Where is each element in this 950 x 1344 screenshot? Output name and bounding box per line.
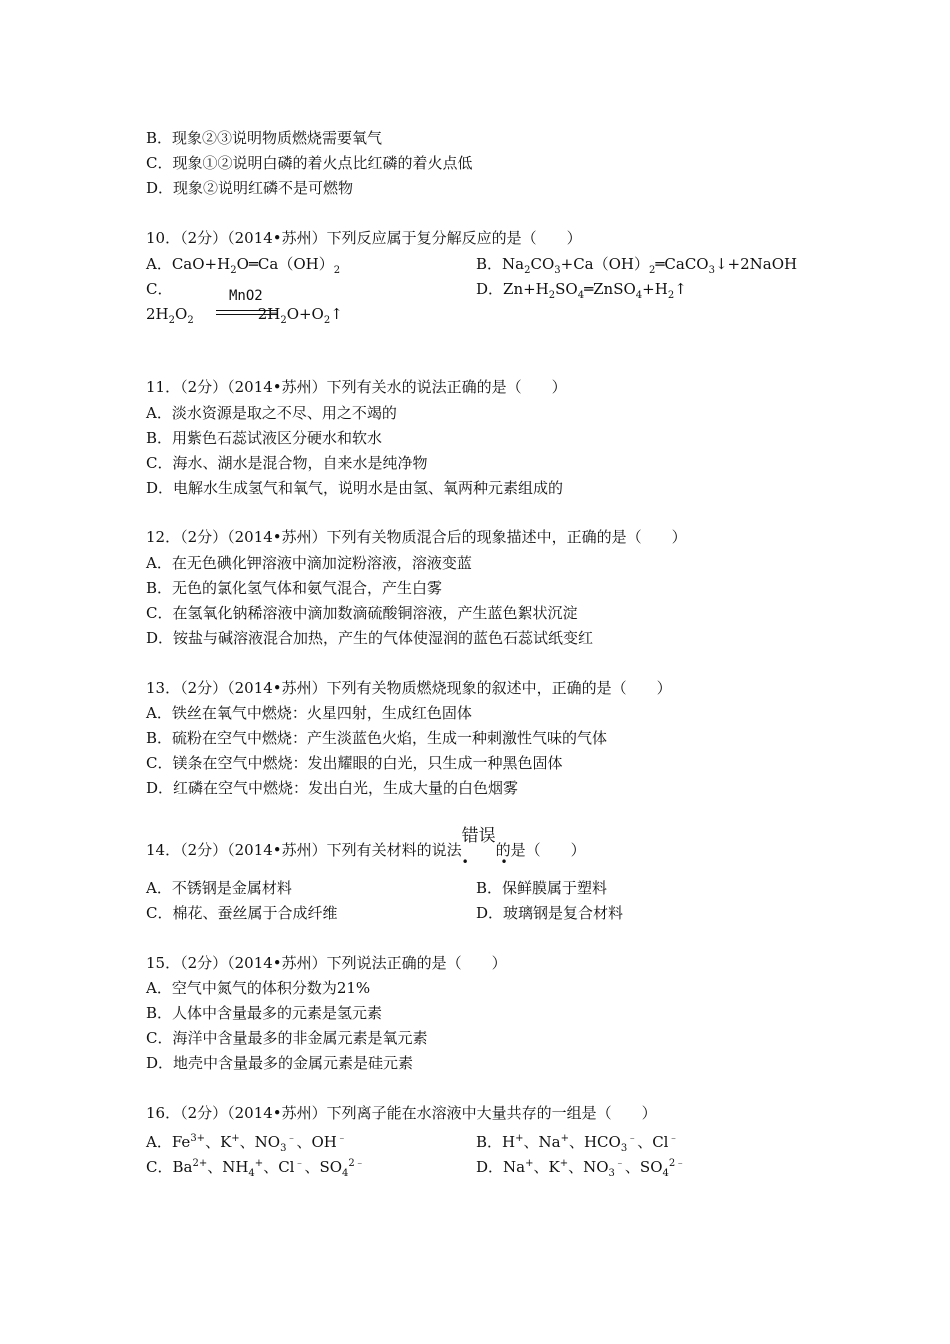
q11-option-b: B．用紫色石蕊试液区分硬水和软水 [146, 429, 383, 447]
q14-option-d: D．玻璃钢是复合材料 [476, 904, 624, 922]
q10-option-c-label: C． [146, 280, 173, 298]
q14-stem: 14．（2分）（2014•苏州）下列有关材料的说法错误 • • 的是（ ） [146, 840, 586, 860]
q9-option-b: B．现象②③说明物质燃烧需要氧气 [146, 129, 383, 147]
q12-option-c: C．在氢氧化钠稀溶液中滴加数滴硫酸铜溶液，产生蓝色絮状沉淀 [146, 604, 578, 622]
q16-option-c: C．$Ba^{2+}$、$NH_4^+$、Cl﹣、$SO_4^{2﹣}$ [146, 1158, 365, 1179]
q14-option-a: A．不锈钢是金属材料 [146, 879, 292, 897]
q14-option-c: C．棉花、蚕丝属于合成纤维 [146, 904, 338, 922]
q12-stem: 12．（2分）（2014•苏州）下列有关物质混合后的现象描述中，正确的是（ ） [146, 528, 687, 546]
q16-option-a: A．$Fe^{3+}$、K+、$NO_3^﹣$、OH﹣ [146, 1133, 347, 1154]
q16-option-d: D．Na+、K+、$NO_3^﹣$、$SO_4^{2﹣}$ [476, 1158, 686, 1179]
q10-option-c-equation: $2H_2O_2$ $2H_2O+O_2↑$ [146, 305, 343, 326]
emphasis-dots: • • [461, 855, 522, 869]
q10-option-b: B．$Na_2CO_3+Ca(OH)_2═CaCO_3↓+2NaOH$ [476, 255, 798, 276]
q13-option-d: D．红磷在空气中燃烧：发出白光，生成大量的白色烟雾 [146, 779, 519, 797]
q10-option-d: D．$Zn+H_2SO_4═ZnSO_4+H_2↑$ [476, 280, 687, 301]
q16-option-b: B．H+、Na+、$HCO_3^﹣$、Cl﹣ [476, 1133, 679, 1154]
q16-stem: 16．（2分）（2014•苏州）下列离子能在水溶液中大量共存的一组是（ ） [146, 1104, 657, 1122]
q11-option-a: A．淡水资源是取之不尽、用之不竭的 [146, 404, 397, 422]
q15-option-c: C．海洋中含量最多的非金属元素是氧元素 [146, 1029, 428, 1047]
q15-option-a: A．空气中氮气的体积分数为21% [146, 979, 371, 997]
q10-stem: 10．（2分）（2014•苏州）下列反应属于复分解反应的是（ ） [146, 229, 582, 247]
q11-option-c: C．海水、湖水是混合物，自来水是纯净物 [146, 454, 428, 472]
emphasis-wrong: 错误 • • [462, 826, 496, 846]
q11-option-d: D．电解水生成氢气和氧气，说明水是由氢、氧两种元素组成的 [146, 479, 564, 497]
q13-option-b: B．硫粉在空气中燃烧：产生淡蓝色火焰，生成一种刺激性气味的气体 [146, 729, 608, 747]
q15-stem: 15．（2分）（2014•苏州）下列说法正确的是（ ） [146, 954, 507, 972]
q11-stem: 11．（2分）（2014•苏州）下列有关水的说法正确的是（ ） [146, 378, 567, 396]
q14-option-b: B．保鲜膜属于塑料 [476, 879, 608, 897]
q13-option-a: A．铁丝在氧气中燃烧：火星四射，生成红色固体 [146, 704, 472, 722]
q10-option-a: A．$CaO+H_2O═Ca(OH)_2$ [146, 255, 341, 276]
q12-option-b: B．无色的氯化氢气体和氨气混合，产生白雾 [146, 579, 443, 597]
catalyst-label: MnO2 [229, 288, 263, 304]
q12-option-a: A．在无色碘化钾溶液中滴加淀粉溶液，溶液变蓝 [146, 554, 472, 572]
q9-option-c: C．现象①②说明白磷的着火点比红磷的着火点低 [146, 154, 473, 172]
q9-option-d: D．现象②说明红磷不是可燃物 [146, 179, 354, 197]
q13-stem: 13．（2分）（2014•苏州）下列有关物质燃烧现象的叙述中，正确的是（ ） [146, 679, 672, 697]
q12-option-d: D．铵盐与碱溶液混合加热，产生的气体使湿润的蓝色石蕊试纸变红 [146, 629, 594, 647]
q13-option-c: C．镁条在空气中燃烧：发出耀眼的白光，只生成一种黑色固体 [146, 754, 563, 772]
q15-option-d: D．地壳中含量最多的金属元素是硅元素 [146, 1054, 414, 1072]
q15-option-b: B．人体中含量最多的元素是氢元素 [146, 1004, 383, 1022]
